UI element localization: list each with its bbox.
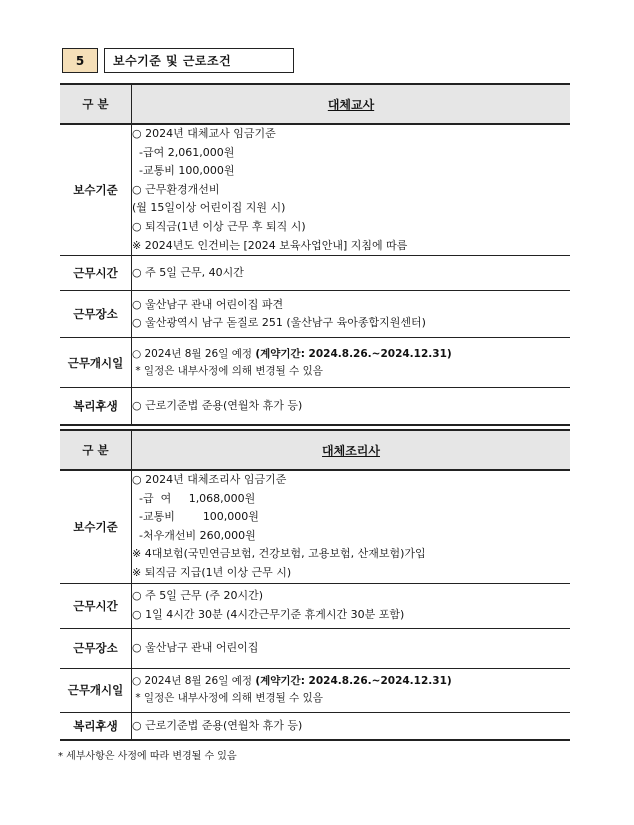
line: ○ 주 5일 근무 (주 20시간) (132, 588, 264, 602)
row-label: 근무개시일 (60, 338, 132, 388)
line: (월 15일이상 어린이집 지원 시) (132, 201, 286, 215)
line: * 일정은 내부사정에 의해 변경될 수 있음 (132, 364, 323, 377)
welfare-content (132, 388, 571, 425)
line: ※ 퇴직금 지급(1년 이상 근무 시) (132, 565, 292, 579)
welfare-content (132, 712, 571, 740)
pay-row (60, 470, 570, 583)
line: -급 여 1,068,000원 (132, 491, 256, 505)
place-content (132, 628, 571, 668)
table-header-row (60, 84, 570, 124)
line (132, 346, 570, 363)
hours-row (60, 256, 570, 291)
row-label: 근무시간 (60, 583, 132, 628)
line: -급여 2,061,000원 (132, 145, 235, 159)
hours-content (132, 583, 571, 628)
header-label: 구 분 (60, 430, 132, 470)
contract-period: (계약기간: 2024.8.26.~2024.12.31) (255, 347, 452, 360)
hours-content (132, 256, 571, 291)
pay-content (132, 124, 571, 256)
line (132, 673, 570, 690)
welfare-row (60, 388, 570, 425)
line: ○ 근무환경개선비 (132, 182, 220, 196)
line: ※ 4대보험(국민연금보험, 건강보험, 고용보험, 산재보험)가입 (132, 547, 426, 561)
line: ○ 퇴직금(1년 이상 근무 후 퇴직 시) (132, 219, 306, 233)
teacher-conditions-table (60, 83, 570, 426)
line: * 일정은 내부사정에 의해 변경될 수 있음 (132, 692, 323, 705)
place-row (60, 291, 570, 338)
line: ○ 2024년 대체교사 임금기준 (132, 127, 276, 140)
line: ○ 1일 4시간 30분 (4시간근무기준 휴게시간 30분 포함) (132, 607, 405, 621)
line: -교통비 100,000원 (132, 164, 235, 178)
section-number: 5 (62, 48, 98, 73)
row-label: 근무시간 (60, 256, 132, 291)
header-title: 대체조리사 (132, 430, 571, 470)
line: ○ 근로기준법 준용(연월차 휴가 등) (132, 398, 303, 412)
row-label: 보수기준 (60, 470, 132, 583)
cook-conditions-table (60, 429, 570, 741)
header-label: 구 분 (60, 84, 132, 124)
start-content (132, 668, 571, 712)
start-row (60, 668, 570, 712)
section-header (62, 48, 294, 73)
line: ○ 울산남구 관내 어린이집 파견 (132, 297, 284, 311)
place-row (60, 628, 570, 668)
start-row (60, 338, 570, 388)
line: ○ 울산남구 관내 어린이집 (132, 640, 259, 654)
row-label: 복리후생 (60, 712, 132, 740)
line: ○ 주 5일 근무, 40시간 (132, 265, 244, 279)
footnote: * 세부사항은 사정에 따라 변경될 수 있음 (58, 751, 237, 762)
row-label: 근무개시일 (60, 668, 132, 712)
welfare-row (60, 712, 570, 740)
line: ○ 2024년 대체조리사 임금기준 (132, 473, 287, 486)
row-label: 보수기준 (60, 124, 132, 256)
line: -교통비 100,000원 (132, 510, 259, 524)
section-title: 보수기준 및 근로조건 (104, 48, 294, 73)
start-date: ○ 2024년 8월 26일 예정 (132, 675, 256, 688)
table-header-row (60, 430, 570, 470)
line: ※ 2024년도 인건비는 [2024 보육사업안내] 지침에 따름 (132, 238, 408, 252)
start-content (132, 338, 571, 388)
place-content (132, 291, 571, 338)
row-label: 근무장소 (60, 628, 132, 668)
hours-row (60, 583, 570, 628)
contract-period: (계약기간: 2024.8.26.~2024.12.31) (255, 675, 452, 688)
line: ○ 근로기준법 준용(연월차 휴가 등) (132, 718, 303, 732)
header-title: 대체교사 (132, 84, 571, 124)
line: -처우개선비 260,000원 (132, 528, 256, 542)
row-label: 근무장소 (60, 291, 132, 338)
line: ○ 울산광역시 남구 돋질로 251 (울산남구 육아종합지원센터) (132, 316, 426, 330)
start-date: ○ 2024년 8월 26일 예정 (132, 347, 256, 360)
row-label: 복리후생 (60, 388, 132, 425)
pay-row (60, 124, 570, 256)
pay-content (132, 470, 571, 583)
